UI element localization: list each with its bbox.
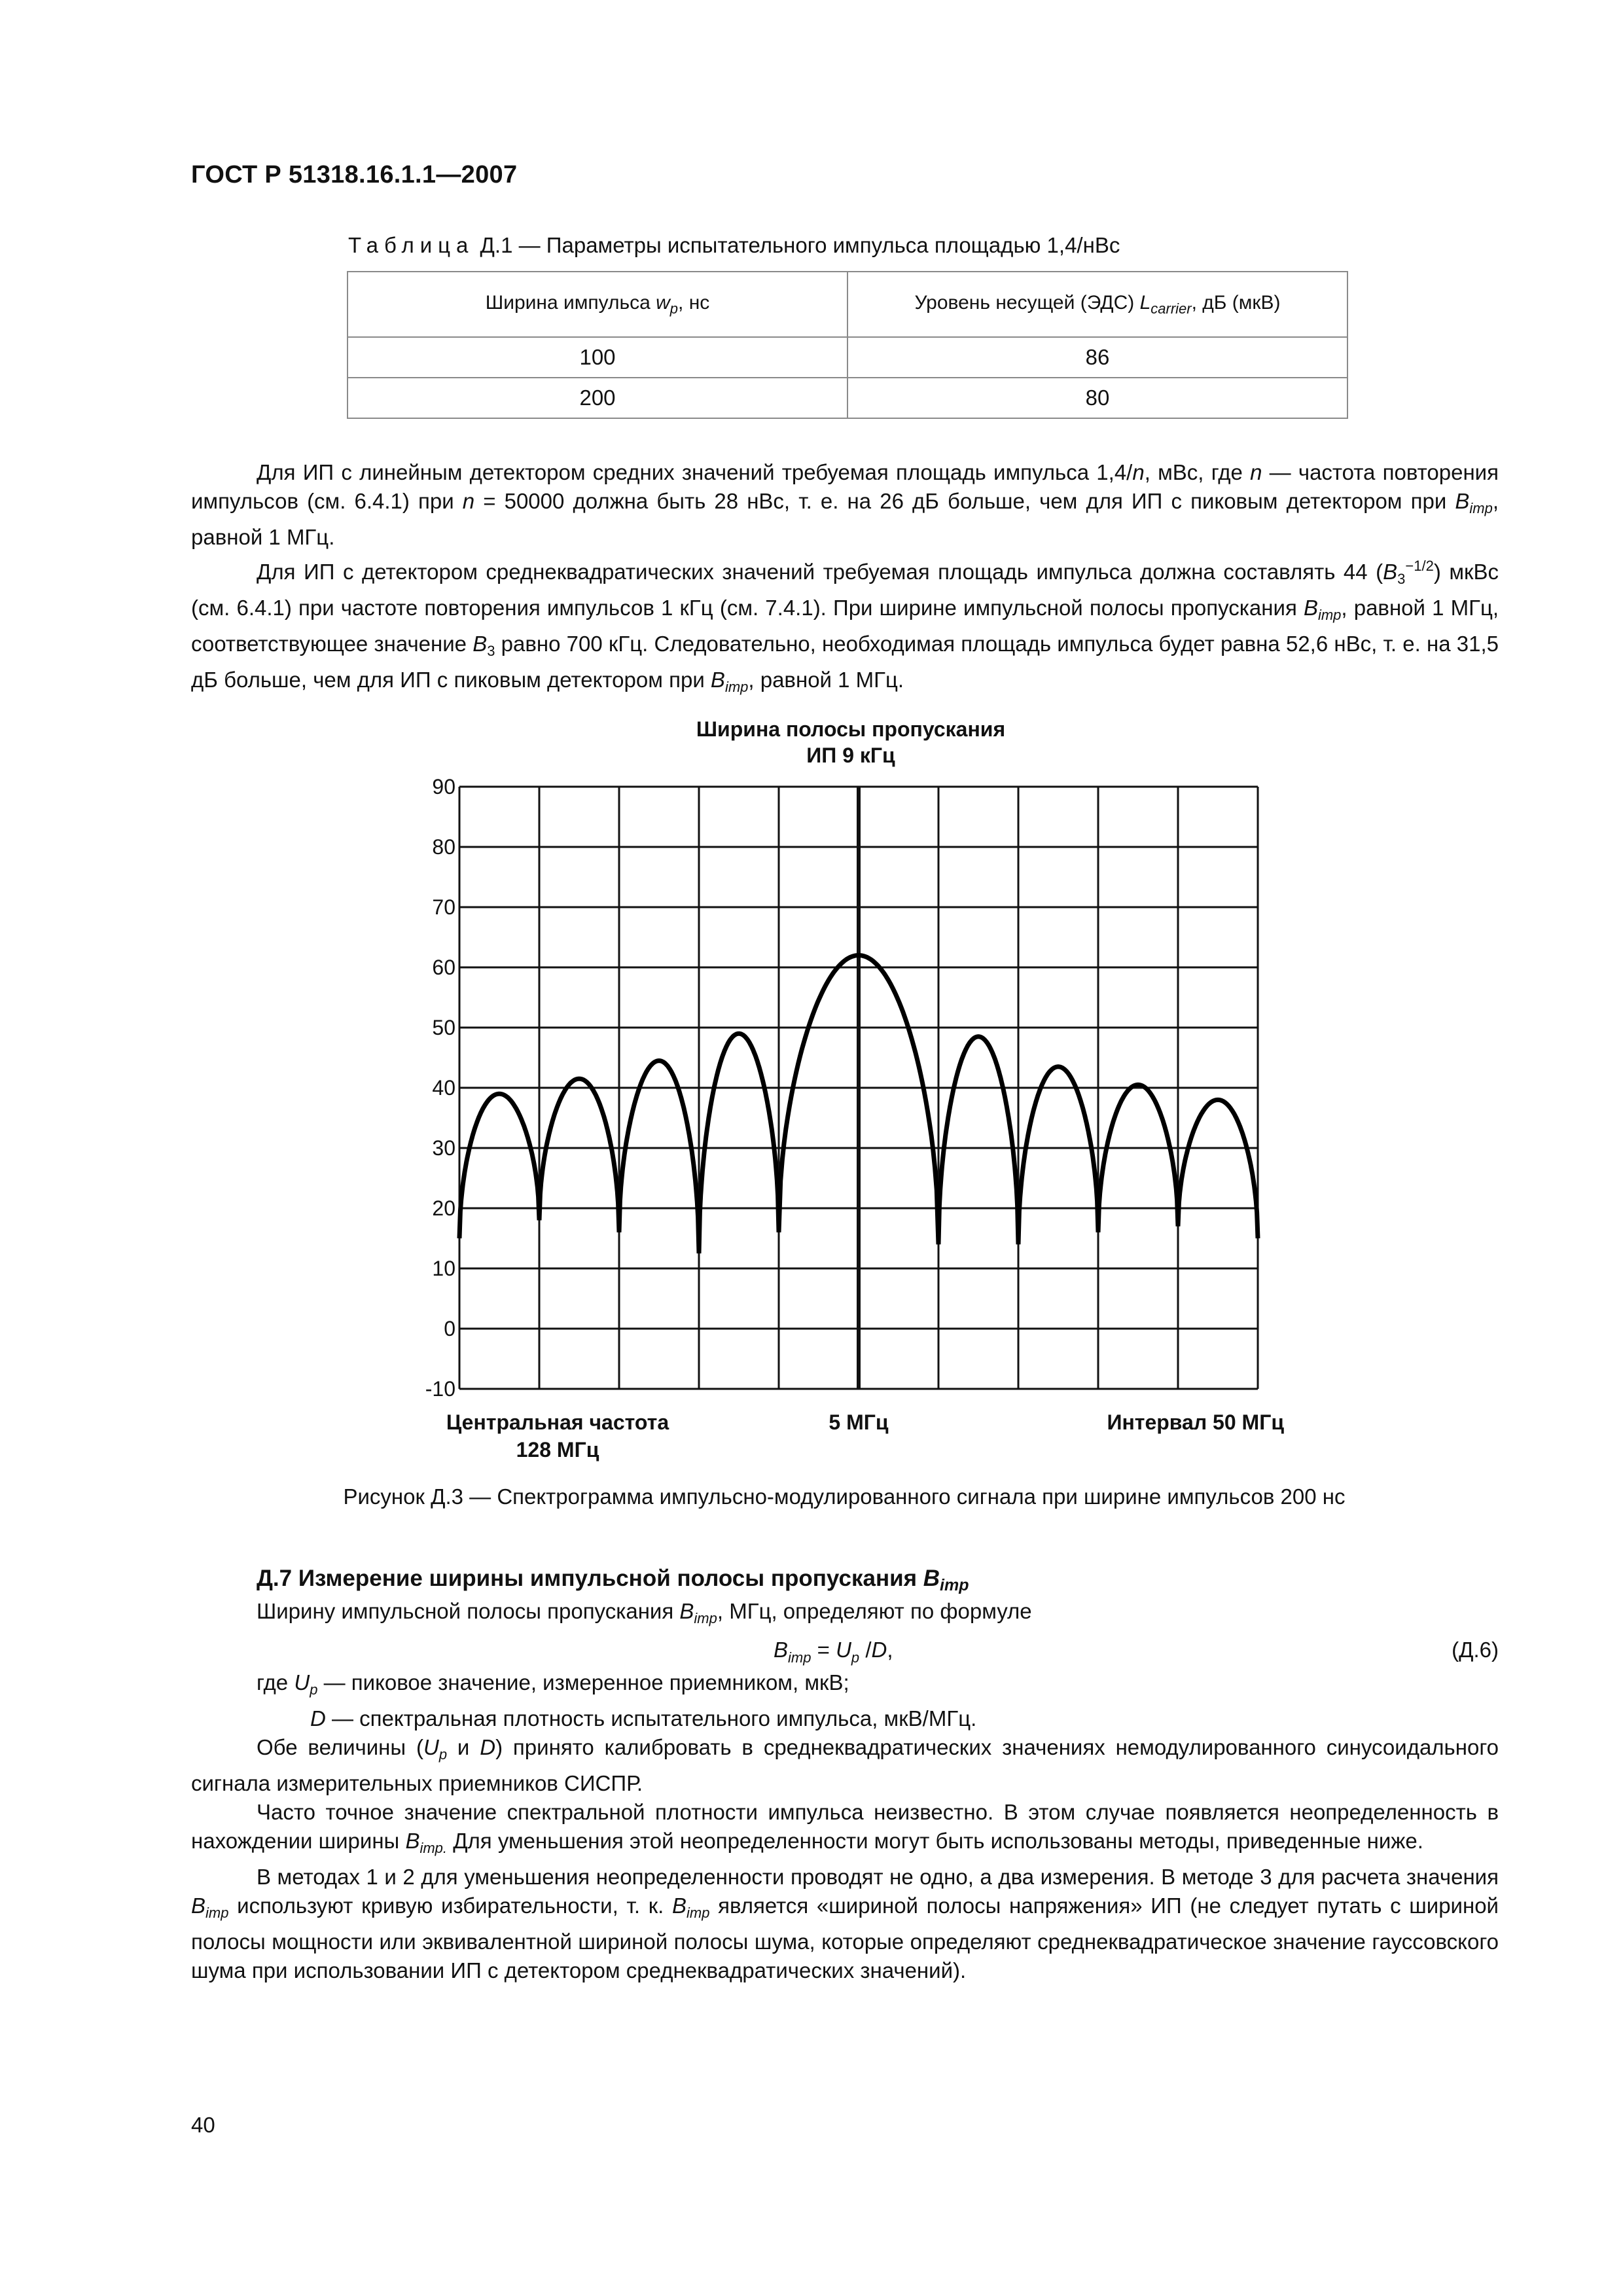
x-label-center-frequency-value: 128 МГц (516, 1438, 599, 1462)
table-cell-level: 80 (847, 378, 1347, 418)
table-row (348, 337, 1347, 378)
table-row (348, 378, 1347, 418)
spectrum-lobe (699, 1033, 779, 1253)
chart-title (654, 716, 1047, 768)
formula-number: (Д.6) (1452, 1638, 1499, 1662)
y-tick-label: -10 (425, 1377, 455, 1401)
y-tick-label: 40 (432, 1076, 455, 1100)
text-block-section (191, 1597, 1499, 1985)
page-number: 40 (191, 2113, 215, 2137)
y-tick-label: 80 (432, 835, 455, 859)
paragraph-rms-detector: Для ИП с детектором среднеквадратических значений требуемая площадь импульса должна составлять 44 $(B_3^{-1/2})$ мкВс (см. 6.4.1) при частоте повторения импульсов 1 кГц (см. 7.4.1). При ширине импульсной полосы пропускания $B_{imp}$, равной 1 МГц, соответствующее значение $B_3$ равно 700 кГц. Следовательно, необходимая площадь импульса будет равна 52,6 нВс, т. е. на 31,5 дБ больше, чем для ИП с пиковым детектором при $B_{imp}$, равной 1 МГц. (191, 558, 1499, 695)
spectrum-lobe (1098, 1085, 1178, 1232)
text-block-intro (191, 458, 1499, 702)
table-caption-prefix: Таблица (348, 233, 474, 257)
x-label-span: Интервал 50 МГц (1107, 1410, 1284, 1434)
x-label-center-frequency: Центральная частота (446, 1410, 669, 1434)
y-tick-label: 60 (432, 956, 455, 979)
y-tick-label: 10 (432, 1257, 455, 1280)
spectrum-lobe (459, 1094, 539, 1238)
where-up: где $U_p$ — пиковое значение, измеренное приемником, мкВ; (257, 1670, 849, 1698)
table-header-row (348, 272, 1347, 337)
formula: $B_{imp} = U_p$ /D, (774, 1638, 893, 1666)
table-cell-width: 100 (348, 337, 847, 378)
paragraph-calibration: Обе величины ($U_p$ и D) принято калибровать в среднеквадратических значениях немодулированного синусоидального сигнала измерительных приемников СИСПР. (191, 1735, 1499, 1795)
table-caption (348, 233, 1120, 258)
x-label-span-per-division: 5 МГц (829, 1410, 889, 1434)
col-header-carrier-level: Уровень несущей (ЭДС) $L_{carrier}$, дБ (мкВ) (847, 272, 1347, 337)
table-cell-width: 200 (348, 378, 847, 418)
y-tick-label: 30 (432, 1136, 455, 1160)
formula-line (191, 1633, 1499, 1668)
section-heading: Д.7 Измерение ширины импульсной полосы пропускания $B_{imp}$ (257, 1566, 969, 1594)
spectrum-lobe (1178, 1100, 1258, 1238)
spectrum-chart (393, 772, 1322, 1479)
y-tick-label: 90 (432, 775, 455, 798)
y-tick-label: 20 (432, 1196, 455, 1220)
parameters-table (347, 271, 1348, 419)
y-tick-label: 0 (444, 1317, 455, 1340)
paragraph-linear-detector: Для ИП с линейным детектором средних значений требуемая площадь импульса 1,4/n, мВс, где n — частота повторения импульсов (см. 6.4.1) при n = 50000 должна быть 28 нВс, т. е. на 26 дБ больше, чем для ИП с пиковым детектором при $B_{imp}$, равной 1 МГц. (191, 460, 1499, 549)
paragraph-uncertainty: Часто точное значение спектральной плотности импульса неизвестно. В этом случае появляется неопределенность в нахождении ширины $B_{imp.}$ Для уменьшения этой неопределенности могут быть использованы методы, приведенные ниже. (191, 1800, 1499, 1856)
where-d: D — спектральная плотность испытательного импульса, мкВ/МГц. (310, 1706, 977, 1731)
paragraph-formula-intro: Ширину импульсной полосы пропускания $B_{imp}$, МГц, определяют по формуле (257, 1599, 1032, 1626)
y-tick-label: 70 (432, 895, 455, 919)
spectrum-lobe (1018, 1067, 1098, 1244)
chart-title-line1: Ширина полосы пропускания (696, 717, 1006, 741)
spectrum-lobe (539, 1079, 619, 1232)
chart-title-line2: ИП 9 кГц (806, 744, 895, 767)
spectrum-lobe (938, 1037, 1018, 1244)
document-header: ГОСТ Р 51318.16.1.1—2007 (191, 161, 518, 188)
figure-caption: Рисунок Д.3 — Спектрограмма импульсно-модулированного сигнала при ширине импульсов 200 нс (343, 1484, 1346, 1509)
col-header-pulse-width: Ширина импульса $w_p$, нс (348, 272, 847, 337)
table-cell-level: 86 (847, 337, 1347, 378)
table-caption-text: Д.1 — Параметры испытательного импульса площадью 1,4/нВс (474, 233, 1120, 257)
spectrum-lobe (619, 1061, 699, 1253)
paragraph-methods: В методах 1 и 2 для уменьшения неопределенности проводят не одно, а два измерения. В методе 3 для расчета значения $B_{imp}$ используют кривую избирательности, т. к. $B_{imp}$ является «шириной полосы напряжения» ИП (не следует путать с шириной полосы мощности или эквивалентной шириной полосы шума, которые определяют среднеквадратическое значение гауссовского шума при использовании ИП с детектором среднеквадратических значений). (191, 1865, 1499, 1982)
y-tick-label: 50 (432, 1016, 455, 1039)
